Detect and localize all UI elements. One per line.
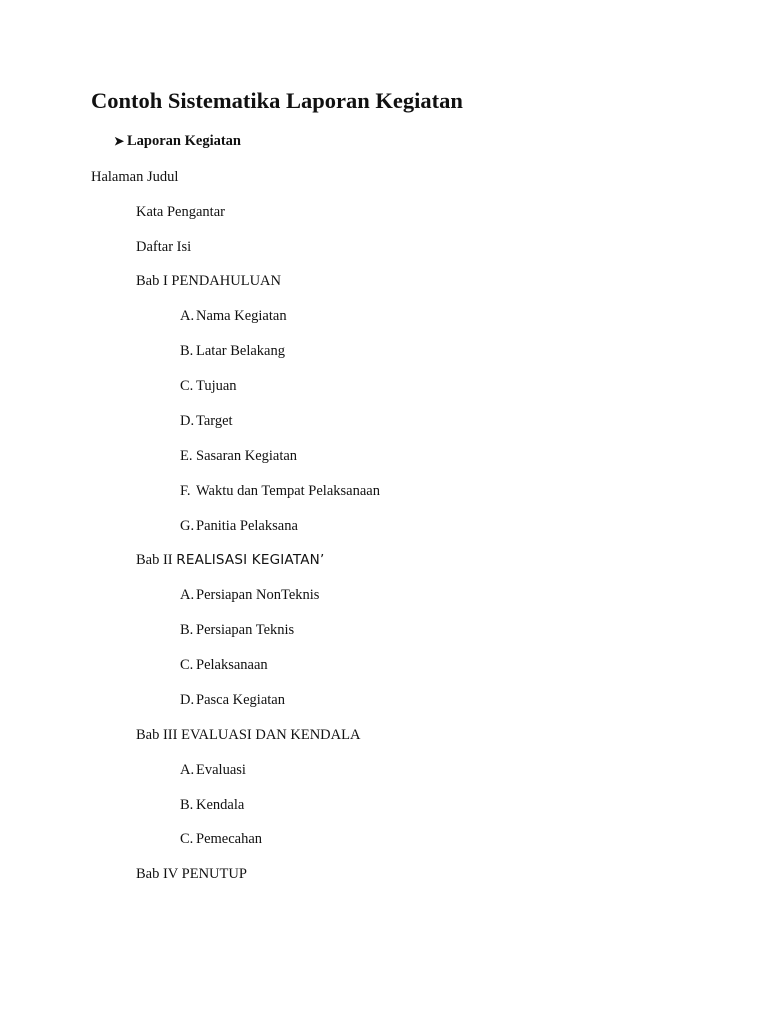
list-item bbox=[180, 519, 298, 534]
outline-daftar-isi: Daftar Isi bbox=[136, 239, 192, 255]
bab2-heading-prefix: Bab II bbox=[136, 552, 177, 568]
arrow-bullet-icon: ➤ bbox=[114, 134, 125, 148]
item-text: Persiapan Teknis bbox=[196, 622, 295, 638]
item-text: Waktu dan Tempat Pelaksanaan bbox=[196, 483, 380, 499]
item-text: Pemecahan bbox=[196, 831, 263, 847]
document-title: Contoh Sistematika Laporan Kegiatan bbox=[91, 88, 463, 113]
list-item bbox=[180, 379, 237, 394]
item-text: Tujuan bbox=[196, 378, 237, 394]
item-letter: B. bbox=[180, 622, 194, 638]
item-text: Pasca Kegiatan bbox=[196, 692, 285, 708]
item-letter: A. bbox=[180, 762, 195, 778]
item-letter: C. bbox=[180, 831, 194, 847]
list-item bbox=[180, 693, 285, 708]
bab1-heading: Bab I PENDAHULUAN bbox=[136, 273, 281, 289]
item-letter: C. bbox=[180, 378, 194, 394]
outline-kata-pengantar: Kata Pengantar bbox=[136, 204, 225, 220]
section-bullet bbox=[114, 133, 241, 150]
list-item bbox=[180, 449, 297, 464]
item-letter: E. bbox=[180, 448, 193, 464]
item-letter: C. bbox=[180, 657, 194, 673]
list-item bbox=[180, 832, 262, 847]
item-text: Persiapan NonTeknis bbox=[196, 587, 320, 603]
bab4-heading: Bab IV PENUTUP bbox=[136, 866, 247, 882]
item-text: Pelaksanaan bbox=[196, 657, 268, 673]
bab2-heading bbox=[136, 553, 324, 568]
item-letter: D. bbox=[180, 413, 195, 429]
bab2-heading-title: REALISASI KEGIATAN’ bbox=[176, 552, 325, 568]
item-letter: G. bbox=[180, 518, 195, 534]
list-item bbox=[180, 623, 294, 638]
item-letter: F. bbox=[180, 483, 191, 499]
item-letter: B. bbox=[180, 797, 194, 813]
item-text: Panitia Pelaksana bbox=[196, 518, 298, 534]
item-letter: D. bbox=[180, 692, 195, 708]
list-item bbox=[180, 588, 319, 603]
item-text: Target bbox=[196, 413, 233, 429]
list-item bbox=[180, 658, 268, 673]
list-item bbox=[180, 414, 233, 429]
item-text: Latar Belakang bbox=[196, 343, 285, 359]
list-item bbox=[180, 763, 246, 778]
list-item bbox=[180, 484, 380, 499]
item-text: Nama Kegiatan bbox=[196, 308, 287, 324]
list-item bbox=[180, 798, 244, 813]
list-item bbox=[180, 309, 287, 324]
bab3-heading: Bab III EVALUASI DAN KENDALA bbox=[136, 727, 361, 743]
bullet-label: Laporan Kegiatan bbox=[127, 133, 241, 149]
item-letter: B. bbox=[180, 343, 194, 359]
outline-halaman-judul: Halaman Judul bbox=[91, 169, 179, 185]
item-letter: A. bbox=[180, 587, 195, 603]
item-text: Sasaran Kegiatan bbox=[196, 448, 298, 464]
item-text: Kendala bbox=[196, 797, 245, 813]
item-letter: A. bbox=[180, 308, 195, 324]
list-item bbox=[180, 344, 285, 359]
item-text: Evaluasi bbox=[196, 762, 246, 778]
